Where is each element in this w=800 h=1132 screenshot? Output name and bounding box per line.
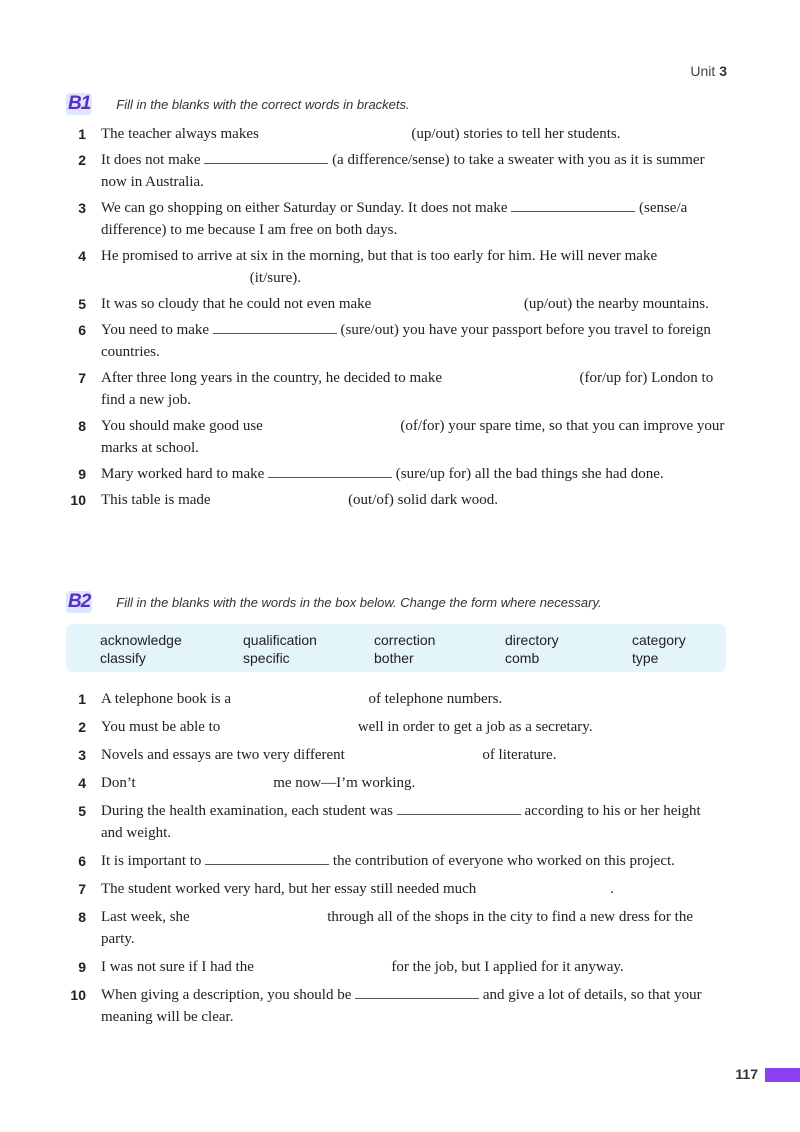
b2-header [66, 590, 602, 614]
list-item: 9 I was not sure if I had the for the job, but I applied for it anyway. [78, 959, 624, 975]
b1-header [66, 92, 410, 116]
b2-list [60, 688, 726, 1028]
unit-number: 3 [719, 63, 727, 79]
list-item: 6 It is important to the contribution of everyone who worked on this project. [60, 850, 726, 872]
word-type: type [632, 650, 659, 666]
word-comb: comb [505, 650, 540, 666]
page-number: 117 [735, 1066, 758, 1082]
b1-badge: B1 [68, 93, 91, 114]
list-item: 10 When giving a description, you should be and give a lot of details, so that your meaning will be clear. [60, 984, 726, 1028]
list-item: 9 Mary worked hard to make (sure/up for) all the bad things she had done. [60, 463, 726, 485]
list-item: 4 Don’t me now—I’m working. [78, 775, 416, 791]
list-item: 1 The teacher always makes (up/out) stories to tell her students. [78, 126, 621, 142]
word-directory: directory [505, 632, 559, 648]
list-item: 10 This table is made (out/of) solid dark wood. [70, 492, 499, 508]
word-qualification: qualification [243, 632, 317, 648]
word-acknowledge: acknowledge [100, 632, 182, 648]
word-correction: correction [374, 632, 436, 648]
answer-blank[interactable] [511, 197, 635, 212]
list-item: 5 It was so cloudy that he could not even make (up/out) the nearby mountains. [78, 296, 709, 312]
answer-blank[interactable] [355, 984, 479, 999]
list-item: 8 Last week, she through all of the shops in the city to find a new dress for the party. [78, 909, 693, 947]
word-classify: classify [100, 650, 146, 666]
list-item: 2 You must be able to well in order to get a job as a secretary. [78, 719, 593, 735]
word-specific: specific [243, 650, 290, 666]
b1-instruction: Fill in the blanks with the correct words in brackets. [116, 96, 410, 112]
list-item: 7 After three long years in the country, he decided to make (for/up for) London to find a new job. [78, 370, 714, 408]
list-item: 2 It does not make (a difference/sense) to take a sweater with you as it is summer now in Australia. [60, 149, 726, 193]
list-item: 5 During the health examination, each student was according to his or her height and weight. [60, 800, 726, 844]
page-tab-marker [765, 1068, 800, 1082]
answer-blank[interactable] [268, 463, 392, 478]
list-item: 8 You should make good use (of/for) your spare time, so that you can improve your marks at school. [78, 418, 725, 456]
answer-blank[interactable] [213, 319, 337, 334]
b2-badge: B2 [68, 591, 91, 612]
unit-label: Unit 3 [690, 63, 727, 79]
word-box [66, 624, 726, 672]
list-item: 6 You need to make (sure/out) you have your passport before you travel to foreign countries. [60, 319, 726, 363]
list-item: 3 We can go shopping on either Saturday or Sunday. It does not make (sense/a difference) to me because I am free on both days. [60, 197, 726, 241]
list-item: 3 Novels and essays are two very different of literature. [78, 747, 557, 763]
list-item: 4 He promised to arrive at six in the morning, but that is too early for him. He will never make (it/sure). [78, 248, 658, 286]
word-category: category [632, 632, 686, 648]
answer-blank[interactable] [205, 850, 329, 865]
b2-instruction: Fill in the blanks with the words in the box below. Change the form where necessary. [116, 594, 602, 610]
answer-blank[interactable] [204, 149, 328, 164]
word-bother: bother [374, 650, 414, 666]
list-item: 1 A telephone book is a of telephone numbers. [78, 691, 503, 707]
answer-blank[interactable] [397, 800, 521, 815]
list-item: 7 The student worked very hard, but her essay still needed much . [78, 881, 614, 897]
b1-list [60, 123, 726, 511]
